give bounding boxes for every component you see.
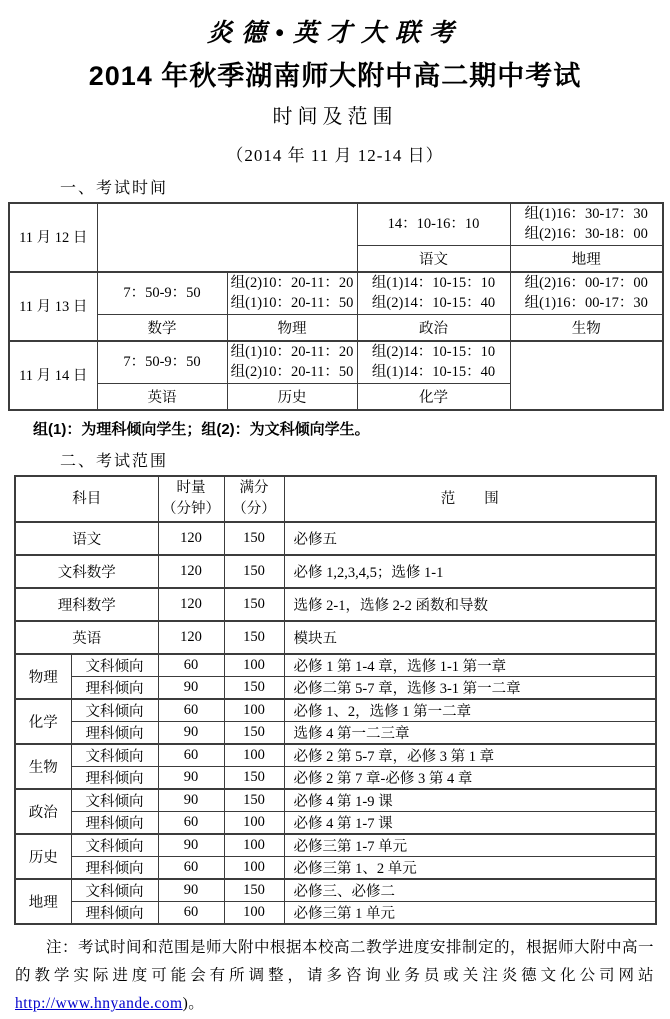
section-heading-exam-scope: 二、考试范围	[60, 453, 169, 470]
time-cell	[357, 203, 510, 245]
table-row	[15, 767, 656, 790]
score-cell: 150	[224, 722, 284, 745]
footer-note-suffix: )。	[182, 995, 205, 1013]
duration-cell: 60	[158, 857, 224, 880]
tendency-cell: 文科倾向	[71, 789, 158, 812]
duration-cell: 120	[158, 522, 224, 555]
time-cell	[510, 272, 663, 314]
range-cell: 必修 2 第 7 章-必修 3 第 4 章	[284, 767, 656, 790]
tendency-cell: 文科倾向	[71, 744, 158, 767]
subject-cell: 英语	[15, 621, 158, 654]
header-score-line2: （分）	[232, 501, 276, 517]
range-cell: 选修 2-1，选修 2-2 函数和导数	[284, 588, 656, 621]
duration-cell: 60	[158, 699, 224, 722]
table-row	[15, 789, 656, 812]
duration-cell: 90	[158, 722, 224, 745]
time-text: 14：10-16：10	[387, 216, 480, 233]
duration-cell: 90	[158, 767, 224, 790]
tendency-cell: 理科倾向	[71, 677, 158, 700]
time-text: 7：50-9：50	[123, 354, 201, 371]
table-header-row	[15, 476, 656, 522]
table-row	[9, 272, 663, 314]
duration-cell: 90	[158, 834, 224, 857]
range-cell: 必修 1,2,3,4,5；选修 1-1	[284, 555, 656, 588]
tendency-cell: 理科倾向	[71, 902, 158, 925]
date-cell: 11 月 13 日	[9, 272, 97, 341]
tendency-cell: 文科倾向	[71, 834, 158, 857]
range-cell: 必修 1、2，选修 1 第一二章	[284, 699, 656, 722]
subject-cell: 物理	[15, 654, 71, 699]
duration-cell: 60	[158, 654, 224, 677]
range-cell: 必修三第 1 单元	[284, 902, 656, 925]
subject-cell: 生物	[510, 314, 663, 341]
table-row	[15, 555, 656, 588]
time-cell	[357, 272, 510, 314]
yande-website-link[interactable]: http://www.hnyande.com	[15, 995, 183, 1013]
table-row	[15, 744, 656, 767]
table-row	[15, 879, 656, 902]
group-definition-note: 组(1)：为理科倾向学生；组(2)：为文科倾向学生。	[33, 421, 370, 438]
subject-cell: 历史	[227, 383, 357, 410]
page-title: 2014 年秋季湖南师大附中高二期中考试	[88, 61, 582, 91]
duration-cell: 90	[158, 789, 224, 812]
subject-cell: 化学	[357, 383, 510, 410]
table-row	[9, 314, 663, 341]
subject-cell: 化学	[15, 699, 71, 744]
score-cell: 150	[224, 789, 284, 812]
section-heading-exam-time: 一、考试时间	[60, 180, 169, 197]
time-text: 组(1)14：10-15：40	[371, 364, 496, 381]
exam-schedule-table	[8, 202, 664, 411]
header-duration-line2: （分钟）	[162, 501, 220, 517]
tendency-cell: 文科倾向	[71, 654, 158, 677]
duration-cell: 120	[158, 588, 224, 621]
subject-cell: 数学	[97, 314, 227, 341]
header-score	[224, 476, 284, 522]
time-text: 组(2)14：10-15：40	[371, 295, 496, 312]
range-cell: 必修三第 1、2 单元	[284, 857, 656, 880]
time-text: 组(1)14：10-15：10	[371, 275, 496, 292]
header-duration-line1: 时量	[176, 480, 206, 496]
time-cell	[97, 341, 227, 383]
time-text: 组(2)10：20-11：20	[230, 275, 354, 292]
subject-cell: 文科数学	[15, 555, 158, 588]
tendency-cell: 理科倾向	[71, 767, 158, 790]
tendency-cell: 理科倾向	[71, 857, 158, 880]
range-cell: 必修五	[284, 522, 656, 555]
score-cell: 100	[224, 834, 284, 857]
subject-cell: 历史	[15, 834, 71, 879]
range-cell: 必修 2 第 5-7 章，必修 3 第 1 章	[284, 744, 656, 767]
subject-cell: 地理	[510, 245, 663, 272]
range-cell: 选修 4 第一二三章	[284, 722, 656, 745]
table-row	[15, 621, 656, 654]
time-text: 组(1)16：30-17：30	[524, 206, 648, 223]
time-cell	[97, 272, 227, 314]
date-cell: 11 月 12 日	[9, 203, 97, 272]
range-cell: 必修 4 第 1-9 课	[284, 789, 656, 812]
score-cell: 150	[224, 588, 284, 621]
range-cell: 必修三、必修二	[284, 879, 656, 902]
subject-cell: 政治	[357, 314, 510, 341]
score-cell: 100	[224, 902, 284, 925]
time-cell	[357, 341, 510, 383]
table-row	[15, 522, 656, 555]
table-row	[15, 677, 656, 700]
score-cell: 150	[224, 555, 284, 588]
header-subject: 科目	[15, 476, 158, 522]
duration-cell: 120	[158, 555, 224, 588]
time-text: 7：50-9：50	[123, 285, 201, 302]
header-range: 范 围	[284, 476, 656, 522]
score-cell: 150	[224, 621, 284, 654]
exam-scope-table	[14, 475, 657, 925]
table-row	[15, 902, 656, 925]
tendency-cell: 文科倾向	[71, 879, 158, 902]
duration-cell: 90	[158, 677, 224, 700]
table-row	[15, 857, 656, 880]
footer-note-text: 注：考试时间和范围是师大附中根据本校高二教学进度安排制定的，根据师大附中高一的教学实际进度可能会有所调整，请多咨询业务员或关注炎德文化公司网站	[15, 939, 655, 985]
date-cell: 11 月 14 日	[9, 341, 97, 410]
subject-cell: 理科数学	[15, 588, 158, 621]
time-text: 组(2)10：20-11：50	[230, 364, 354, 381]
subject-cell: 政治	[15, 789, 71, 834]
score-cell: 150	[224, 522, 284, 555]
brand-title: 炎德•英才大联考	[207, 20, 463, 47]
empty-cell	[510, 341, 663, 410]
duration-cell: 60	[158, 812, 224, 835]
score-cell: 150	[224, 767, 284, 790]
tendency-cell: 理科倾向	[71, 722, 158, 745]
footer-note	[15, 934, 654, 1019]
subject-cell: 语文	[15, 522, 158, 555]
time-text: 组(1)16：00-17：30	[524, 295, 648, 312]
document-header	[0, 0, 670, 166]
score-cell: 100	[224, 654, 284, 677]
tendency-cell: 文科倾向	[71, 699, 158, 722]
time-text: 组(1)10：20-11：50	[230, 295, 354, 312]
subject-cell: 语文	[357, 245, 510, 272]
score-cell: 150	[224, 879, 284, 902]
time-text: 组(1)10：20-11：20	[230, 344, 354, 361]
duration-cell: 60	[158, 902, 224, 925]
table-row	[15, 834, 656, 857]
empty-cell	[97, 203, 357, 272]
subject-cell: 物理	[227, 314, 357, 341]
time-cell	[227, 272, 357, 314]
time-text: 组(2)16：00-17：00	[524, 275, 648, 292]
score-cell: 150	[224, 677, 284, 700]
range-cell: 必修 1 第 1-4 章，选修 1-1 第一章	[284, 654, 656, 677]
duration-cell: 120	[158, 621, 224, 654]
tendency-cell: 理科倾向	[71, 812, 158, 835]
score-cell: 100	[224, 744, 284, 767]
range-cell: 模块五	[284, 621, 656, 654]
table-row	[15, 722, 656, 745]
header-duration	[158, 476, 224, 522]
header-score-line1: 满分	[239, 480, 269, 496]
time-cell	[510, 203, 663, 245]
range-cell: 必修二第 5-7 章，选修 3-1 第一二章	[284, 677, 656, 700]
score-cell: 100	[224, 857, 284, 880]
table-row	[9, 341, 663, 383]
table-row	[15, 812, 656, 835]
subject-cell: 生物	[15, 744, 71, 789]
score-cell: 100	[224, 812, 284, 835]
time-cell	[227, 341, 357, 383]
subject-cell: 英语	[97, 383, 227, 410]
table-row	[15, 654, 656, 677]
time-text: 组(2)16：30-18：00	[524, 226, 648, 243]
page-subtitle: 时间及范围	[272, 106, 398, 128]
duration-cell: 60	[158, 744, 224, 767]
range-cell: 必修 4 第 1-7 课	[284, 812, 656, 835]
range-cell: 必修三第 1-7 单元	[284, 834, 656, 857]
table-row	[9, 203, 663, 245]
score-cell: 100	[224, 699, 284, 722]
duration-cell: 90	[158, 879, 224, 902]
table-row	[15, 699, 656, 722]
subject-cell: 地理	[15, 879, 71, 924]
time-text: 组(2)14：10-15：10	[371, 344, 496, 361]
exam-date-range: （2014 年 11 月 12-14 日）	[226, 146, 444, 165]
table-row	[15, 588, 656, 621]
